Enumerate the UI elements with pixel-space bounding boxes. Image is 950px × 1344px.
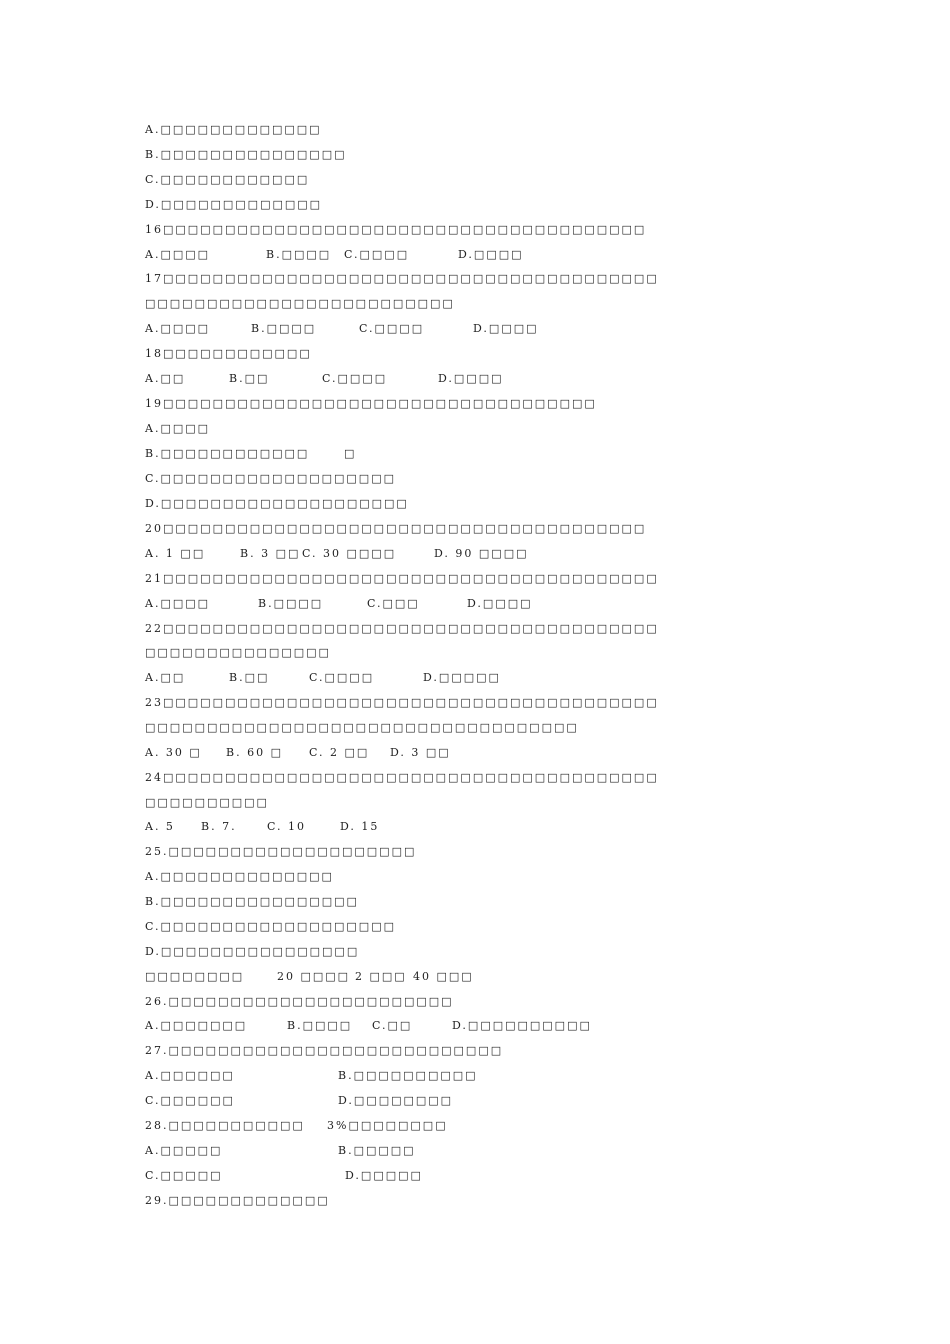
option-b: B.□□	[229, 671, 270, 684]
text-cell: □□□□□□□□□□	[145, 796, 269, 809]
option-d: D.□□□□	[438, 372, 504, 385]
text-cell: 17□□□□□□□□□□□□□□□□□□□□□□□□□□□□□□□□□□□□□□□□	[145, 272, 659, 285]
option-a: A.□□	[145, 671, 186, 684]
option-c: C.□□	[372, 1019, 413, 1032]
text-cell: D.□□□□□□□□□□□□□□□□	[145, 945, 360, 958]
text-cell: 28.□□□□□□□□□□□	[145, 1119, 305, 1132]
text-cell: A.□□□□□□□□□□□□□□	[145, 870, 334, 883]
text-cell: 20□□□□□□□□□□□□□□□□□□□□□□□□□□□□□□□□□□□□□□□	[145, 522, 647, 535]
option-b: B.□□□□□	[338, 1144, 416, 1157]
option-a: A.□□□□□□	[145, 1069, 235, 1082]
text-cell: 20 □□□□	[277, 970, 351, 983]
text-cell: 25.□□□□□□□□□□□□□□□□□□□□	[145, 845, 417, 858]
text-cell: □	[344, 447, 357, 460]
text-cell: 21□□□□□□□□□□□□□□□□□□□□□□□□□□□□□□□□□□□□□□□□	[145, 572, 659, 585]
option-b: B.□□□□	[251, 322, 317, 335]
option-d: D.□□□□□	[345, 1169, 423, 1182]
text-cell: □□□□□□□□□□□□□□□□□□□□□□□□□□□□□□□□□□□	[145, 721, 579, 734]
option-b: B.□□□□□□□□□□	[338, 1069, 478, 1082]
option-d: D.□□□□	[473, 322, 539, 335]
option-c: C.□□□□	[309, 671, 375, 684]
option-a: A.□□□□□□□	[145, 1019, 248, 1032]
text-cell: 22□□□□□□□□□□□□□□□□□□□□□□□□□□□□□□□□□□□□□□□□	[145, 622, 659, 635]
option-c: C. 10	[267, 820, 307, 833]
option-b: B. 7.	[201, 820, 237, 833]
text-cell: B.□□□□□□□□□□□□□□□	[145, 148, 347, 161]
text-cell: 3%□□□□□□□□	[327, 1119, 448, 1132]
text-cell: 23□□□□□□□□□□□□□□□□□□□□□□□□□□□□□□□□□□□□□□□□	[145, 696, 659, 709]
option-b: B. 3 □□	[240, 547, 301, 560]
text-cell: 40 □□□	[413, 970, 474, 983]
option-a: A. 30 □	[145, 746, 202, 759]
option-d: D. 90 □□□□	[434, 547, 529, 560]
text-cell: □□□□□□□□□□□□□□□	[145, 646, 331, 659]
option-c: C.□□□□	[359, 322, 425, 335]
text-cell: 29.□□□□□□□□□□□□□	[145, 1194, 330, 1207]
option-a: A.□□	[145, 372, 186, 385]
option-c: C. 30 □□□□	[302, 547, 397, 560]
text-cell: A.□□□□□□□□□□□□□	[145, 123, 322, 136]
text-cell: □□□□□□□□	[145, 970, 245, 983]
text-cell: C.□□□□□□□□□□□□	[145, 173, 310, 186]
text-cell: D.□□□□□□□□□□□□□□□□□□□□	[145, 497, 409, 510]
option-b: B.□□□□	[287, 1019, 353, 1032]
option-b: B.□□□□	[258, 597, 324, 610]
text-cell: 24□□□□□□□□□□□□□□□□□□□□□□□□□□□□□□□□□□□□□□□□	[145, 771, 659, 784]
option-d: D.□□□□□□□□	[338, 1094, 454, 1107]
option-c: C.□□□□	[344, 248, 410, 261]
option-a: A.□□□□	[145, 597, 211, 610]
text-cell: 26.□□□□□□□□□□□□□□□□□□□□□□□	[145, 995, 454, 1008]
option-a: A. 5	[145, 820, 175, 833]
option-d: D. 3 □□	[390, 746, 451, 759]
option-a: A. 1 □□	[145, 547, 206, 560]
option-a: A.□□□□	[145, 248, 211, 261]
text-cell: □□□□□□□□□□□□□□□□□□□□□□□□□	[145, 297, 455, 310]
text-cell: 27.□□□□□□□□□□□□□□□□□□□□□□□□□□□	[145, 1044, 504, 1057]
option-a: A.□□□□	[145, 322, 211, 335]
text-cell: A.□□□□	[145, 422, 211, 435]
option-c: C. 2 □□	[309, 746, 370, 759]
text-cell: 16□□□□□□□□□□□□□□□□□□□□□□□□□□□□□□□□□□□□□□□	[145, 223, 647, 236]
option-d: D. 15	[340, 820, 380, 833]
text-cell: D.□□□□□□□□□□□□□	[145, 198, 323, 211]
option-b: B.□□□□	[266, 248, 332, 261]
option-d: D.□□□□□	[423, 671, 501, 684]
text-cell: B.□□□□□□□□□□□□	[145, 447, 310, 460]
text-cell: C.□□□□□□□□□□□□□□□□□□□	[145, 920, 396, 933]
option-d: D.□□□□	[458, 248, 524, 261]
option-b: B.□□	[229, 372, 270, 385]
text-cell: 19□□□□□□□□□□□□□□□□□□□□□□□□□□□□□□□□□□□	[145, 397, 597, 410]
text-cell: 2 □□□	[355, 970, 407, 983]
option-d: D.□□□□□□□□□□	[452, 1019, 592, 1032]
option-c: C.□□□	[367, 597, 420, 610]
option-c: C.□□□□	[322, 372, 388, 385]
option-a: A.□□□□□	[145, 1144, 223, 1157]
option-c: C.□□□□□□	[145, 1094, 235, 1107]
text-cell: B.□□□□□□□□□□□□□□□□	[145, 895, 359, 908]
option-c: C.□□□□□	[145, 1169, 223, 1182]
text-cell: 18□□□□□□□□□□□□	[145, 347, 312, 360]
option-d: D.□□□□	[467, 597, 533, 610]
text-cell: C.□□□□□□□□□□□□□□□□□□□	[145, 472, 396, 485]
option-b: B. 60 □	[226, 746, 283, 759]
